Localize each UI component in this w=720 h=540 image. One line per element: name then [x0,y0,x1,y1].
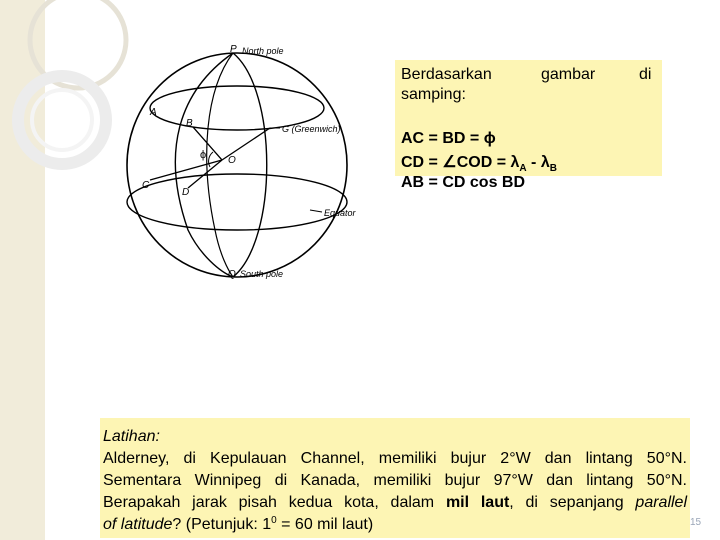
label-q: Q [228,269,236,280]
globe-diagram [120,30,390,290]
page-number: 15 [690,517,702,528]
line-4-part-b: , di sepanjang [509,494,636,511]
formula-2-mid: - λ [526,154,550,171]
line-4-bold: mil laut [445,494,510,511]
line-4-italic: parallel [635,494,688,511]
formula-2-part-a: CD = ∠COD = λ [401,154,520,171]
formula-distance: AB = CD cos BD [401,174,526,191]
intro-word-4: samping: [401,86,466,103]
line-5-sup: 0 [271,515,277,526]
angle-arc [209,152,213,167]
decorative-rings [0,0,140,200]
exercise-line-4 [103,492,687,514]
exercise-box [100,418,690,538]
line-5-italic: of latitude [103,516,173,533]
equator-pointer [310,210,322,212]
intro-word-1: Berdasarkan [401,66,492,83]
formula-2-sub-a: A [519,163,527,174]
exercise-line-3: Sementara Winnipeg di Kanada, memiliki bujur 97°W dan lintang 50°N. [103,472,687,489]
intro-word-2: gambar [541,66,596,83]
line-5-part-b: = 60 mil laut) [276,516,374,533]
exercise-line-5 [103,514,687,538]
exercise-heading-text: Latihan: [103,428,160,445]
intro-word-3: di [639,66,652,83]
label-o: O [228,155,236,166]
label-south-pole: South pole [240,269,284,279]
formula-arc-length: AC = BD = ϕ [401,130,496,147]
label-north-pole: North pole [242,46,284,56]
formula-2-sub-b: B [549,163,557,174]
label-phi: ϕ [200,149,207,161]
exercise-heading [103,426,687,448]
line-4-part-a: Berapakah jarak pisah kedua kota, dalam [103,494,446,511]
label-equator: Equator [324,208,356,218]
line-5-part-a: ? (Petunjuk: 1 [172,516,272,533]
label-b: B [186,118,193,129]
label-p: P [230,44,237,55]
label-greenwich: G (Greenwich) [282,124,341,134]
label-a: A [150,107,157,118]
label-d: D [182,187,190,198]
label-c: C [142,180,150,191]
equator-line [127,174,347,230]
exercise-line-2: Alderney, di Kepulauan Channel, memiliki bujur 2°W dan lintang 50°N. [103,450,687,467]
formula-angle [401,152,557,172]
